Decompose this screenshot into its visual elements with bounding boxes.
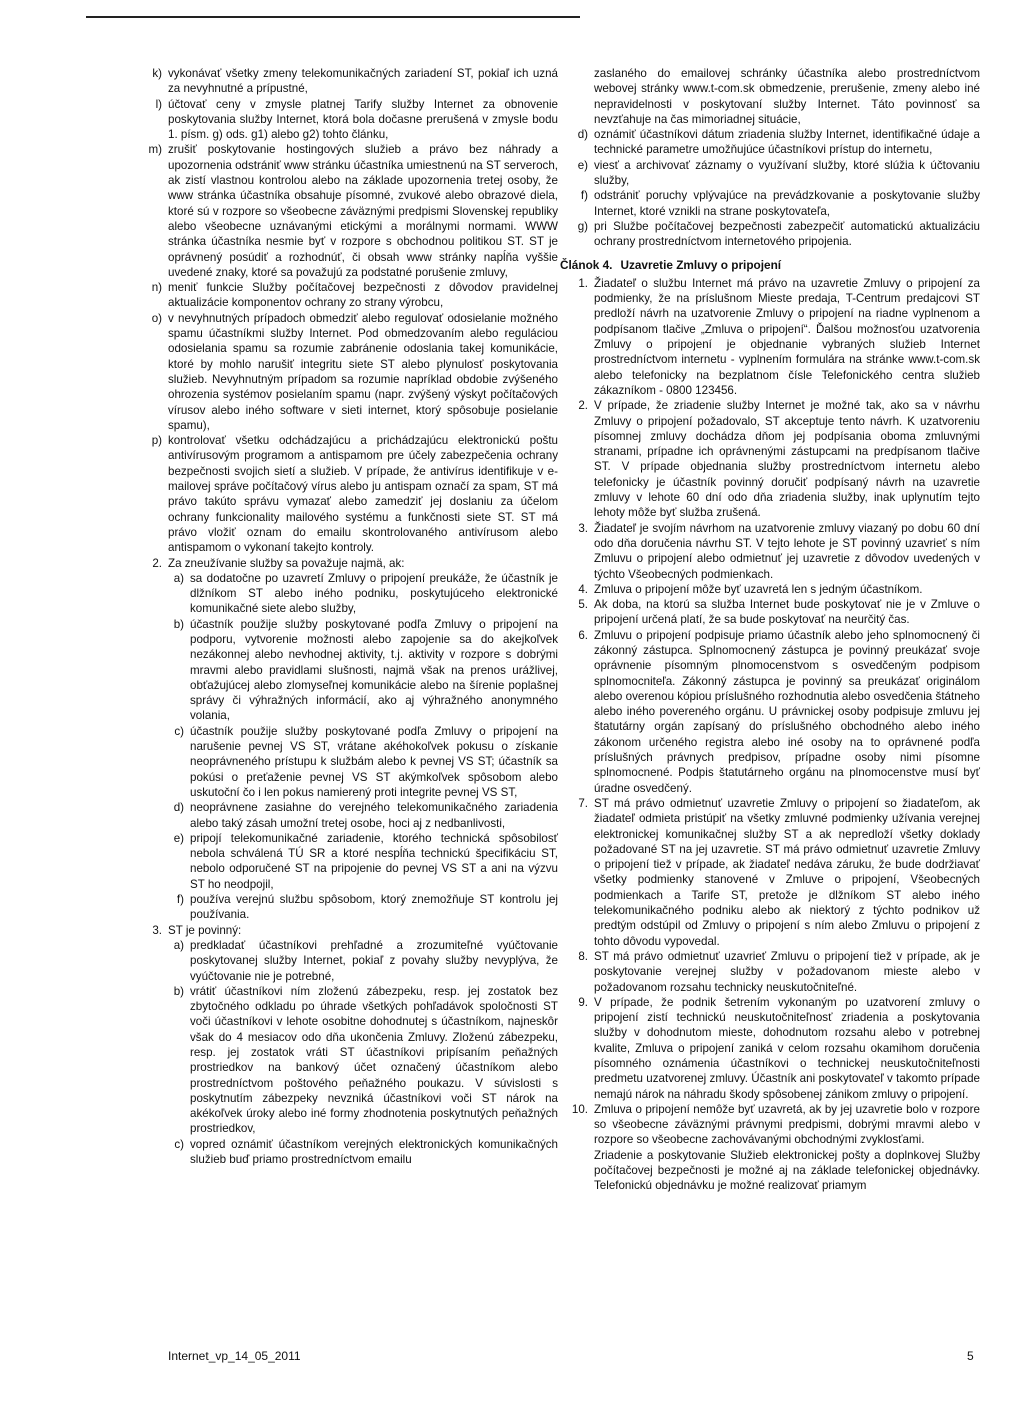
numbered-item: 5. Ak doba, na ktorú sa služba Internet bude poskytovať nie je v Zmluve o pripojení určená platí, že sa bude poskytovať na neurčitý čas. <box>578 598 980 627</box>
list-item: b) vrátiť účastníkovi ním zloženú zábezpeku, resp. jej zostatok bez zbytočného odkladu po úhrade všetkých pohľadávok spoločnosti ST voči účastníkovi v lehote osobitne dohodnutej s účastníkom, najneskôr však do 4 mesiacov odo dňa ukončenia Zmluvy. Zloženú zábezpeku, resp. jej zostatok vráti ST účastníkovi pripísaním peňažných prostriedkov na bankový účet označený účastníkom alebo prostredníctvom poštového peňažného poukazu. V súvislosti s poskytnutím zábezpeky nevzniká účastníkovi voči ST nárok na akékoľvek úroky alebo iné formy zhodnotenia poskytnutých peňažných prostriedkov, <box>173 984 558 1136</box>
article-heading <box>560 258 980 273</box>
numbered-item: 3. Žiadateľ je svojím návrhom na uzatvorenie zmluvy viazaný po dobu 60 dní odo dňa doručenia návrhu ST. V tejto lehote je ST povinný uzavrieť s ním Zmluvu o pripojení alebo odmietnuť jej uzavretie z dôvodov uvedených v týchto Všeobecných podmienkach. <box>578 521 980 581</box>
list-item: e) viesť a archivovať záznamy o využívaní služby, ktoré slúžia k účtovaniu služby, <box>577 158 980 188</box>
list-item: g) pri Službe počítačovej bezpečnosti zabezpečiť automatickú aktualizáciu ochrany prostredníctvom internetového pripojenia. <box>577 219 980 249</box>
list-item: c) účastník použije služby poskytované podľa Zmluvy o pripojení na narušenie pevnej VS ST, vrátane akéhokoľvek pokusu o získanie neoprávneného prístupu k službám alebo k pevnej VS ST; účastník sa pokúsi o preťaženie pevnej VS ST akýmkoľvek spôsobom alebo uskutoční čo i len pokus namierený proti integrite pevnej VS ST, <box>174 724 558 799</box>
list-item: d) oznámiť účastníkovi dátum zriadenia služby Internet, identifikačné údaje a technické parametre umožňujúce účastníkovi prístup do internetu, <box>577 128 980 157</box>
list-item: n) meniť funkcie Služby počítačovej bezpečnosti z dôvodov pravidelnej aktualizácie komponentov ochrany zo strany výrobcu, <box>151 281 558 310</box>
numbered-item: 9. V prípade, že podnik šetrením vykonaným po uzatvorení zmluvy o pripojení zistí technickú neuskutočniteľnosť zriadenia a poskytovania služby v dohodnutom mieste, dohodnutom rozsahu alebo v potrebnej kvalite, Zmluva o pripojení zaniká v celom rozsahu okamihom doručenia písomného oznámenia účastníkovi o technickej neuskutočniteľnosti predmetu uzatvorenej zmluvy. Účastník ani poskytovateľ v takomto prípade nemajú nárok na náhradu škody spôsobenej zánikom zmluvy o pripojení. <box>578 995 980 1101</box>
list-item: b) účastník použije služby poskytované podľa Zmluvy o pripojení na podporu, vytvorenie možnosti alebo zapojenie sa do akejkoľvek nezákonnej alebo nevhodnej aktivity, t.j. aktivity v rozpore s dobrými mravmi alebo pravidlami slušnosti, najmä však na prenos urážlivej, obťažujúcej alebo zlomyseľnej komunikácie alebo na šírenie poplašnej správy či výhražných informácií, ako aj výhražného anonymného volania, <box>173 617 558 723</box>
list-item: l) účtovať ceny v zmysle platnej Tarify služby Internet za obnovenie poskytovania služby Internet, ktorá bola dočasne prerušená v zmysle bodu 1. písm. g) ods. g1) alebo g2) tohto článku, <box>155 97 558 142</box>
right-column <box>560 66 980 1194</box>
footer-doc-id: Internet_vp_14_05_2011 <box>168 1349 301 1363</box>
list-item: p) kontrolovať všetku odchádzajúcu a prichádzajúcu elektronickú poštu antivírusovým programom a antispamom pre účely zabezpečenia ochrany bezpečnosti svojich sietí a služieb. V prípade, že antivírus identifikuje v e-mailovej správe počítačový vírus alebo ju antispam označí za spam, ST má právo takúto správu vymazať alebo zamedziť jej doslaniu za účelom ochrany funkcionality mailového systému a funkčnosti siete ST. ST má právo vložiť oznam do emailu skontrolovaného antivírusom alebo antispamom o vykonaní takejto kontroly. <box>151 434 558 555</box>
section-3-intro: ST je povinný: <box>168 923 242 937</box>
top-rule <box>86 16 580 18</box>
article-title: Uzavretie Zmluvy o pripojení <box>620 257 782 272</box>
list-item: m) zrušiť poskytovanie hostingových služieb a právo bez náhrady a upozornenia odstrániť www stránku účastníka umiestnenú na ST serveroch, ak zistí vlastnou kontrolou alebo na základe upozornenia tretej osoby, že www stránka účastníka obsahuje písomné, zvukové alebo obrazové diela, ktoré sú v rozpore so všeobecne záväznými predpismi Slovenskej republiky alebo všeobecne uznávanými etickými a morálnymi normami. WWW stránka účastníka nesmie byť v rozpore s obchodnou politikou ST. ST je oprávnený posúdiť a rozhodnúť, či obsah www stránky napĺňa vyššie uvedené znaky, ktoré sa považujú za podstatné porušenie zmluvy, <box>148 143 558 279</box>
numbered-item: 2. V prípade, že zriadenie služby Internet je možné tak, ako sa v návrhu Zmluvy o pripojení požadovalo, ST akceptuje tento návrh. K uzatvoreniu písomnej zmluvy dochádza dňom jej podpísania oboma zmluvnými stranami, prípadne ich oprávnenými zástupcami na predpísanom tlačive ST. V prípade objednania služby prostredníctvom internetu alebo telefonicky je účastník povinný doručiť podpísaný návrh na uzavretie zmluvy v lehote 60 dní odo dňa zriadenia služby, inak uplynutím tejto lehoty môže byť služba zrušená. <box>578 399 980 520</box>
numbered-item: 4. Zmluva o pripojení môže byť uzavretá len s jedným účastníkom. <box>578 582 923 596</box>
closing-paragraph: Zriadenie a poskytovanie Služieb elektronickej pošty a doplnkovej Služby počítačovej bezpečnosti je možné aj na základe telefonickej objednávky. Telefonickú objednávku je možné realizovať priamym <box>594 1148 980 1193</box>
numbered-item: 1. Žiadateľ o službu Internet má právo na uzavretie Zmluvy o pripojení za podmienky, že na príslušnom Mieste predaja, T-Centrum predajcovi ST predloží návrh na uzatvorenie Zmluvy o pripojení na riadne vyplnenom a podpísanom tlačive „Zmluva o pripojení“. Ďalšou možnosťou uzatvorenia Zmluvy o pripojení je objednanie vybraných služieb Internet prostredníctvom internetu - vyplnením formulára na stránke www.t-com.sk alebo telefonicky na bezplatnom čísle Telefonického centra služieb zákazníkom - 0800 123456. <box>578 276 980 397</box>
numbered-item: 8. ST má právo odmietnuť uzavrieť Zmluvu o pripojení tiež v prípade, ak je poskytovanie verejnej služby v požadovanom mieste alebo v požadovanom rozsahu technicky neuskutočniteľné. <box>578 949 980 994</box>
numbered-item: 6. Zmluvu o pripojení podpisuje priamo účastník alebo jeho splnomocnený či zákonný zástupca. Splnomocnený zástupca je povinný preukázať svoje oprávnenie písomným plnomocenstvom s osvedčeným podpisom splnomocniteľa. Zákonný zástupca je povinný sa preukázať originálom alebo overenou kópiou príslušného rozhodnutia alebo osvedčenia štátneho alebo iného povereného orgánu. U právnickej osoby podpisuje zmluvu jej štatutárny orgán zapísaný do príslušného obchodného alebo iného zákonom určeného registra alebo iné osoby na to oprávnené podľa príslušných právnych predpisov, prípadne osoby nimi písomne splnomocnené. Podpis štatutárneho orgánu na plnomocenstve musí byť úradne osvedčený. <box>578 628 980 795</box>
numbered-item: 10. Zmluva o pripojení nemôže byť uzavretá, ak by jej uzavretie bolo v rozpore so všeobecne záväznými právnymi predpismi, dobrými mravmi alebo v rozpore so všeobecne zachovávanými obchodnými zvyklosťami. <box>571 1102 980 1147</box>
section-2: 2. Za zneužívanie služby sa považuje najmä, ak: a) sa dodatočne po uzavretí Zmluvy o pripojení preukáže, že účastník je dlžníkom ST alebo iného podniku, poskytujúceho elektronické komunikačné siete alebo služby, b) účastník použije služby poskytované podľa Zmluvy o pripojení na podporu, vytvorenie možnosti alebo zapojenie sa do akejkoľvek nezákonnej alebo nevhodnej aktivity, t.j. aktivity v rozpore s dobrými mravmi alebo pravidlami slušnosti, najmä však na prenos urážlivej, obťažujúcej alebo zlomyseľnej komunikácie alebo na šírenie poplašnej správy či výhražných informácií, ako aj výhražného anonymného volania, c) účastník použije služby poskytované podľa Zmluvy o pripojení na narušenie pevnej VS ST, vrátane akéhokoľvek pokusu o získanie neoprávneného prístupu k službám alebo k pevnej VS ST; účastník sa pokúsi o preťaženie pevnej VS ST akýmkoľvek spôsobom alebo uskutoční čo i len pokus namierený proti integrite pevnej VS ST, d) neoprávnene zasiahne do verejného telekomunikačného zariadenia alebo taký zásah umožní tretej osobe, hoci aj z nedbanlivosti, e) pripojí telekomunikačné zariadenie, ktorého technická spôsobilosť nebola schválená TÚ SR a ktoré nespĺňa technickú špecifikáciu ST, nebolo odporučené ST na pripojenie do pevnej VS ST a ani na výzvu ST ho neodpojil, f) používa verejnú službu spôsobom, ktorý znemožňuje ST kontrolu jej používania. <box>152 556 558 922</box>
list-item: o) v nevyhnutných prípadoch obmedziť alebo regulovať odosielanie možného spamu účastníkmi služby Internet. Pod obmedzovaním alebo reguláciou odosielania spamu sa rozumie zabránenie odoslania takej komunikácie, ktoré by mohlo narušiť integritu siete ST alebo plynulosť poskytovania služieb. Nevyhnutným prípadom sa rozumie napríklad obdobie zvýšeného ohrozenia systémov posielaním spamu (napr. zvýšený výskyt počítačových vírusov alebo iného software v sieti internet, ktorý spôsobuje posielanie spamu), <box>151 311 558 432</box>
list-item: k) vykonávať všetky zmeny telekomunikačných zariadení ST, pokiaľ ich uzná za nevyhnutné a prípustné, <box>152 67 558 96</box>
left-column <box>148 66 558 1167</box>
article-number: Článok 4. <box>560 257 613 272</box>
list-item: f) odstrániť poruchy vplývajúce na prevádzkovanie a poskytovanie služby Internet, ktoré vznikli na strane poskytovateľa, <box>580 189 980 218</box>
list-item: a) predkladať účastníkovi prehľadné a zrozumiteľné vyúčtovanie poskytovanej služby Internet, pokiaľ z povahy služby nevyplýva, že vyúčtovanie nie je potrebné, <box>173 938 558 983</box>
list-item: a) sa dodatočne po uzavretí Zmluvy o pripojení preukáže, že účastník je dlžníkom ST alebo iného podniku, poskytujúceho elektronické komunikačné siete alebo služby, <box>173 571 558 616</box>
list-item: d) neoprávnene zasiahne do verejného telekomunikačného zariadenia alebo taký zásah umožní tretej osobe, hoci aj z nedbanlivosti, <box>173 801 558 830</box>
list-item: c) vopred oznámiť účastníkom verejných elektronických komunikačných služieb buď priamo prostredníctvom emailu <box>174 1137 558 1167</box>
continuation-text: zaslaného do emailovej schránky účastníka alebo prostredníctvom webovej stránky www.t-com.sk obmedzenie, prerušenie, zmeny alebo iné nepravidelnosti v poskytovaní služby Internet. Táto povinnosť sa nevzťahuje na čas mimoriadnej situácie, <box>594 67 980 126</box>
list-item: f) používa verejnú službu spôsobom, ktorý znemožňuje ST kontrolu jej používania. <box>176 893 558 922</box>
section-3: 3. ST je povinný: a) predkladať účastníkovi prehľadné a zrozumiteľné vyúčtovanie poskytovanej služby Internet, pokiaľ z povahy služby nevyplýva, že vyúčtovanie nie je potrebné, b) vrátiť účastníkovi ním zloženú zábezpeku, resp. jej zostatok bez zbytočného odkladu po úhrade všetkých pohľadávok spoločnosti ST voči účastníkovi v lehote osobitne dohodnutej s účastníkom, najneskôr však do 4 mesiacov odo dňa ukončenia Zmluvy. Zloženú zábezpeku, resp. jej zostatok vráti ST účastníkovi pripísaním peňažných prostriedkov na bankový účet označený účastníkom alebo prostredníctvom poštového peňažného poukazu. V súvislosti s poskytnutím zábezpeky nevzniká účastníkovi voči ST nárok na akékoľvek úroky alebo iné formy zhodnotenia poskytnutých peňažných prostriedkov, c) vopred oznámiť účastníkom verejných elektronických komunikačných služieb buď priamo prostredníctvom emailu <box>152 923 558 1167</box>
section-2-intro: Za zneužívanie služby sa považuje najmä, ak: <box>168 556 405 570</box>
list-item: e) pripojí telekomunikačné zariadenie, ktorého technická spôsobilosť nebola schválená TÚ SR a ktoré nespĺňa technickú špecifikáciu ST, nebolo odporučené ST na pripojenie do pevnej VS ST a ani na výzvu ST ho neodpojil, <box>173 831 558 891</box>
numbered-item: 7. ST má právo odmietnuť uzavretie Zmluvy o pripojení so žiadateľom, ak žiadateľ odmieta pristúpiť na všetky zmluvné podmienky užívania verejnej elektronickej komunikačnej služby ST a ak nepredloží všetky doklady požadované ST na jej uzavretie. ST má právo odmietnuť uzavretie Zmluvy o pripojení tiež v prípade, ak žiadateľ nedáva záruku, že bude dodržiavať všetky podmienky stanovené v Zmluve o pripojení, Všeobecných podmienkach a Tarife ST, pretože je dlžníkom ST alebo iného telekomunikačného podniku alebo ak niektorý z týchto podnikov už predtým odstúpil od Zmluvy o pripojení s ním alebo Zmluvu o pripojení z tohto dôvodu vypovedal. <box>578 796 980 948</box>
page-number: 5 <box>967 1349 974 1363</box>
